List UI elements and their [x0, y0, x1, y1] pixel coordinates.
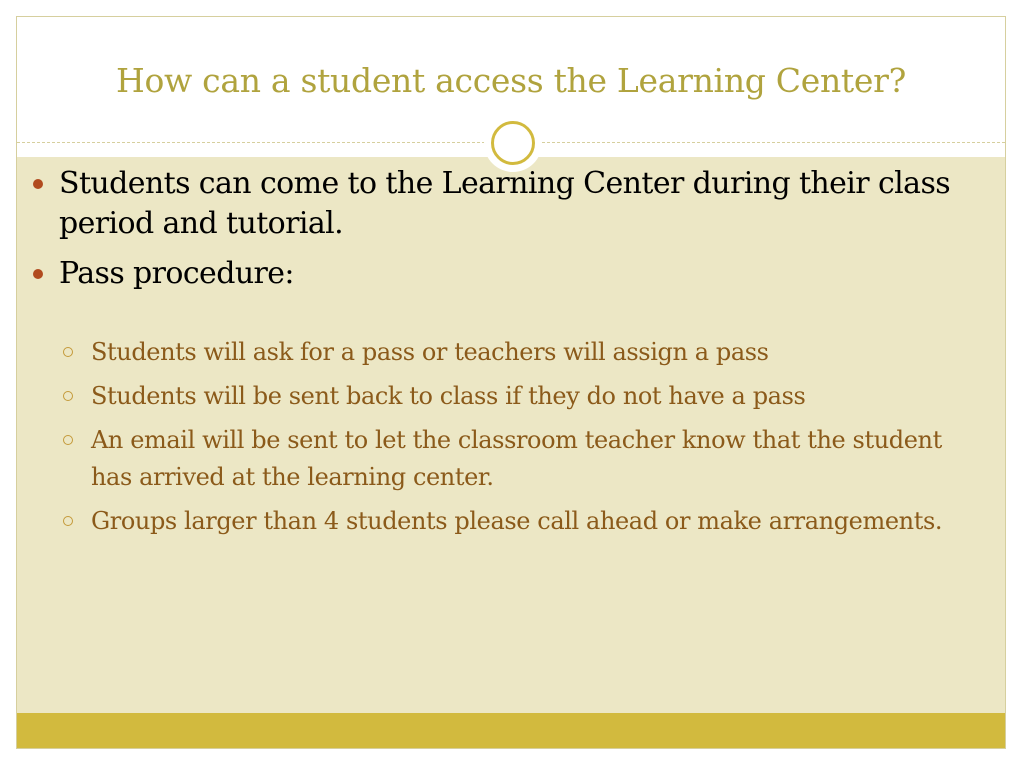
sub-bullet-text: An email will be sent to let the classroom teacher know that the student has arrived at the learning center.	[91, 426, 942, 491]
footer-bar	[17, 713, 1005, 748]
sub-bullet-item	[30, 378, 970, 415]
sub-bullet-item	[30, 503, 970, 540]
sub-bullet-text: Students will ask for a pass or teachers will assign a pass	[91, 338, 769, 366]
bullet-item	[30, 254, 970, 294]
sub-bullet-item	[30, 422, 970, 496]
sub-bullet-list	[30, 334, 970, 547]
slide-title: How can a student access the Learning Center?	[116, 61, 906, 100]
open-circle-bullet-icon	[63, 391, 73, 401]
open-circle-bullet-icon	[63, 347, 73, 357]
open-circle-bullet-icon	[63, 435, 73, 445]
sub-bullet-text: Groups larger than 4 students please call ahead or make arrangements.	[91, 507, 943, 535]
bullet-dot-icon	[33, 269, 43, 279]
bullet-item	[30, 164, 970, 244]
bullet-list	[30, 164, 970, 304]
ring-icon	[491, 121, 535, 165]
bullet-text: Students can come to the Learning Center during their class period and tutorial.	[59, 166, 951, 241]
sub-bullet-text: Students will be sent back to class if they do not have a pass	[91, 382, 806, 410]
bullet-text: Pass procedure:	[59, 256, 294, 291]
sub-bullet-item	[30, 334, 970, 371]
open-circle-bullet-icon	[63, 516, 73, 526]
bullet-dot-icon	[33, 179, 43, 189]
